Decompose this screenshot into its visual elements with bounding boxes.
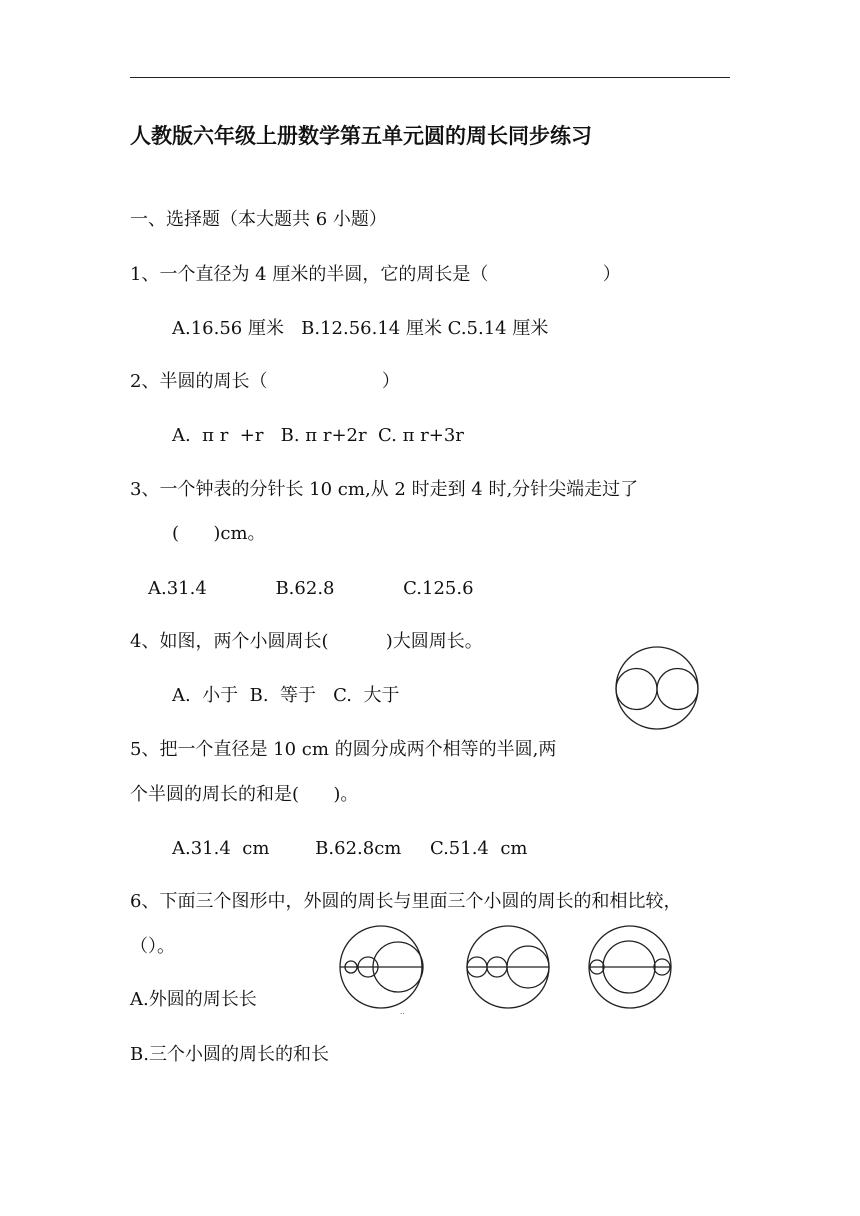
question-5-stem: 5、把一个直径是 10 cm 的圆分成两个相等的半圆,两 (130, 739, 557, 760)
figure-3 (589, 926, 671, 1008)
question-6-option-a: A.外圆的周长长 (130, 989, 257, 1010)
header-rule (130, 77, 730, 78)
question-6-option-b: B.三个小圆的周长的和长 (130, 1044, 329, 1065)
question-6-figures (338, 922, 678, 1018)
question-6-stem: 6、下面三个图形中，外圆的周长与里面三个小圆的周长的和相比较， (130, 891, 682, 912)
question-5-stem-continued: 个半圆的周长的和是( )。 (130, 784, 359, 805)
question-1-stem: 1、一个直径为 4 厘米的半圆，它的周长是（ ） (130, 264, 621, 285)
section-heading: 一、选择题（本大题共 6 小题） (130, 209, 387, 230)
small-circle-left (616, 669, 657, 710)
question-6-stem-continued: （）。 (130, 936, 175, 957)
small-circle-right (657, 669, 698, 710)
question-3-options: A.31.4 B.62.8 C.125.6 (148, 578, 474, 599)
question-5-options: A.31.4 cm B.62.8cm C.51.4 cm (172, 838, 528, 859)
figure-1 (340, 926, 423, 1018)
question-4-stem: 4、如图，两个小圆周长( )大圆周长。 (130, 631, 483, 652)
question-3-stem-continued: ( )cm。 (172, 523, 266, 544)
scan-mark: ·· (400, 1010, 405, 1018)
question-2-stem: 2、半圆的周长（ ） (130, 371, 400, 392)
figure-2 (467, 926, 549, 1008)
question-2-options: A. π r +r B. π r+2r C. π r+3r (172, 425, 464, 446)
question-1-options: A.16.56 厘米 B.12.56.14 厘米 C.5.14 厘米 (172, 318, 549, 339)
question-4-circles-figure (612, 646, 702, 730)
question-4-options: A. 小于 B. 等于 C. 大于 (172, 685, 400, 706)
question-3-stem: 3、一个钟表的分针长 10 cm,从 2 时走到 4 时,分针尖端走过了 (130, 479, 639, 500)
page-title: 人教版六年级上册数学第五单元圆的周长同步练习 (130, 124, 592, 148)
